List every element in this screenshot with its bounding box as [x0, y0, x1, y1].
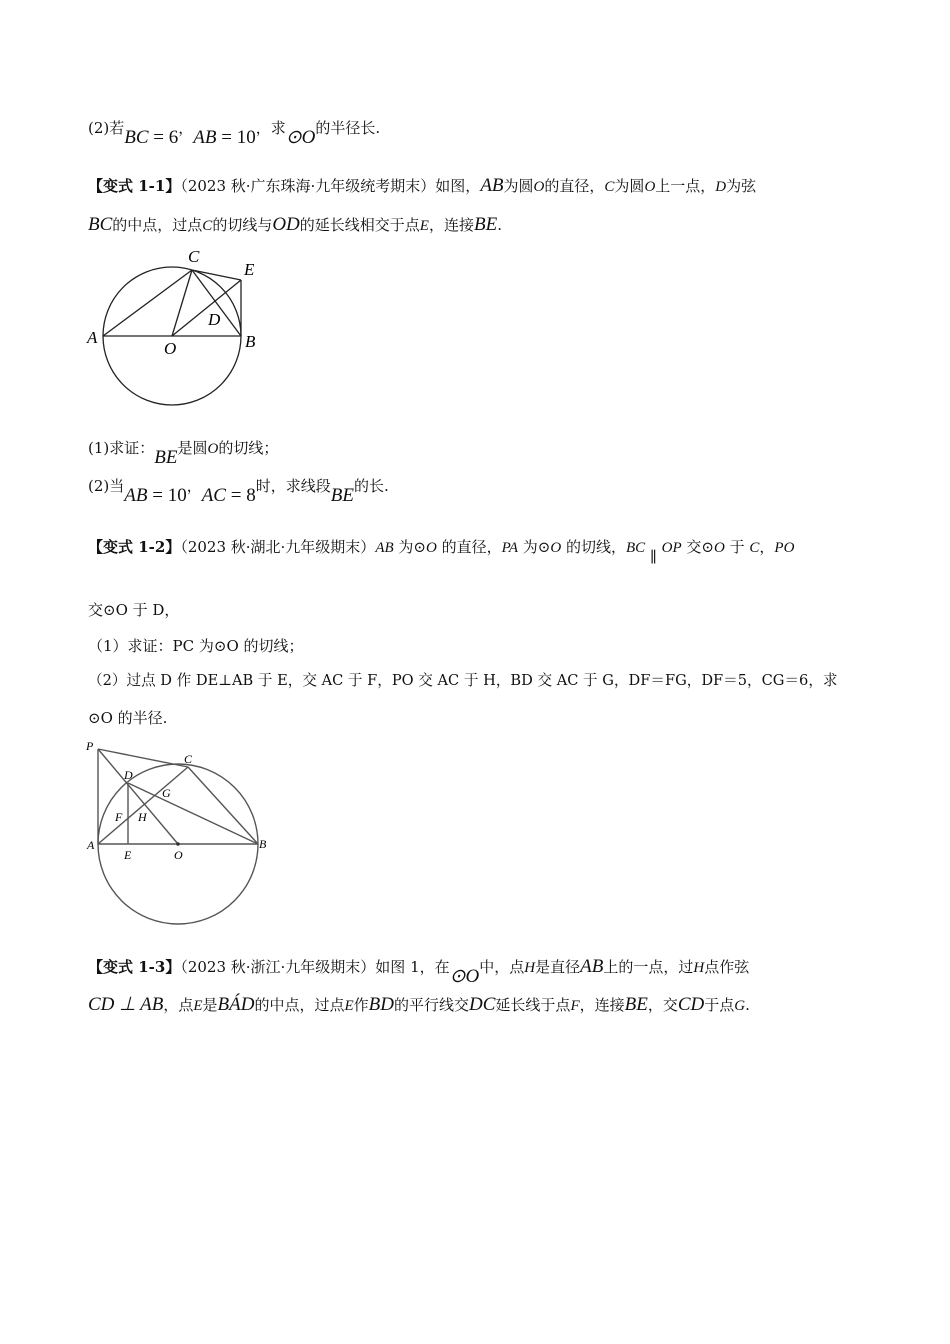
- fig2-label-c: C: [184, 752, 193, 766]
- circle-o-symbol: ⊙O: [449, 966, 480, 987]
- v12-line-4: （2）过点 D 作 DE⊥AB 于 E，交 AC 于 F，PO 交 AC 于 H，BD 交 AC 于 G，DF＝FG，DF＝5，CG＝6，求: [88, 672, 838, 689]
- math-bc: BC: [124, 127, 149, 148]
- math-ab: AB: [193, 127, 217, 148]
- fig1-label-o: O: [164, 339, 177, 358]
- arc-bad: BÁD: [217, 994, 255, 1015]
- figure-1-1: [80, 240, 280, 410]
- v12-line-3: （1）求证：PC 为⊙O 的切线；: [88, 637, 304, 655]
- v12-line-2: 交⊙O 于 D，: [88, 601, 180, 619]
- v12-line-1: 【变式 1-2】（2023 秋·湖北·九年级期末）AB 为⊙O 的直径，PA 为⊙O 的切线，BC ∥ OP 交⊙O 于 C，PO: [88, 538, 795, 566]
- v11-line-1: 【变式 1-1】（2023 秋·广东珠海·九年级统考期末）如图，AB为圆O的直径，C为圆O上一点，D为弦: [88, 175, 757, 196]
- fig2-label-g: G: [162, 786, 171, 800]
- variant-tag: 【变式 1-1】: [88, 177, 181, 195]
- v11-part-1: (1)求证：BE是圆O的切线；: [88, 439, 279, 468]
- variant-tag: 【变式 1-2】: [88, 538, 181, 556]
- v12-line-5: ⊙O 的半径.: [88, 709, 168, 727]
- fig1-label-d: D: [208, 310, 221, 329]
- fig2-label-d: D: [124, 768, 133, 782]
- fig1-label-c: C: [188, 247, 200, 266]
- fig2-label-e: E: [124, 848, 132, 862]
- fig2-label-f: F: [115, 810, 123, 824]
- fig2-label-h: H: [138, 810, 147, 824]
- v11-part-2: (2)当AB = 10，AC = 8时，求线段BE的长.: [88, 477, 389, 506]
- fig1-label-b: B: [245, 332, 256, 351]
- variant-tag: 【变式 1-3】: [88, 958, 181, 976]
- fig2-label-a: A: [87, 838, 95, 852]
- parallel-symbol: ∥: [649, 548, 657, 566]
- v13-line-2: CD ⊥ AB，点E是BÁD的中点，过点E作BD的平行线交DC延长线于点F，连接BE，交CD于点G.: [88, 994, 750, 1015]
- fig2-label-o: O: [174, 848, 183, 862]
- v11-line-2: BC的中点，过点C的切线与OD的延长线相交于点E，连接BE.: [88, 214, 502, 235]
- circle-o-symbol: ⊙O: [285, 127, 316, 148]
- q2-line: (2)若BC = 6，AB = 10，求⊙O的半径长.: [88, 119, 381, 148]
- v13-line-1: 【变式 1-3】（2023 秋·浙江·九年级期末）如图 1，在⊙O中，点H是直径AB上的一点，过H点作弦: [88, 956, 750, 987]
- fig1-label-e: E: [244, 260, 255, 279]
- fig2-label-p: P: [86, 739, 94, 753]
- fig1-label-a: A: [87, 328, 98, 347]
- fig2-label-b: B: [259, 837, 267, 851]
- figure-1-2: [80, 735, 280, 930]
